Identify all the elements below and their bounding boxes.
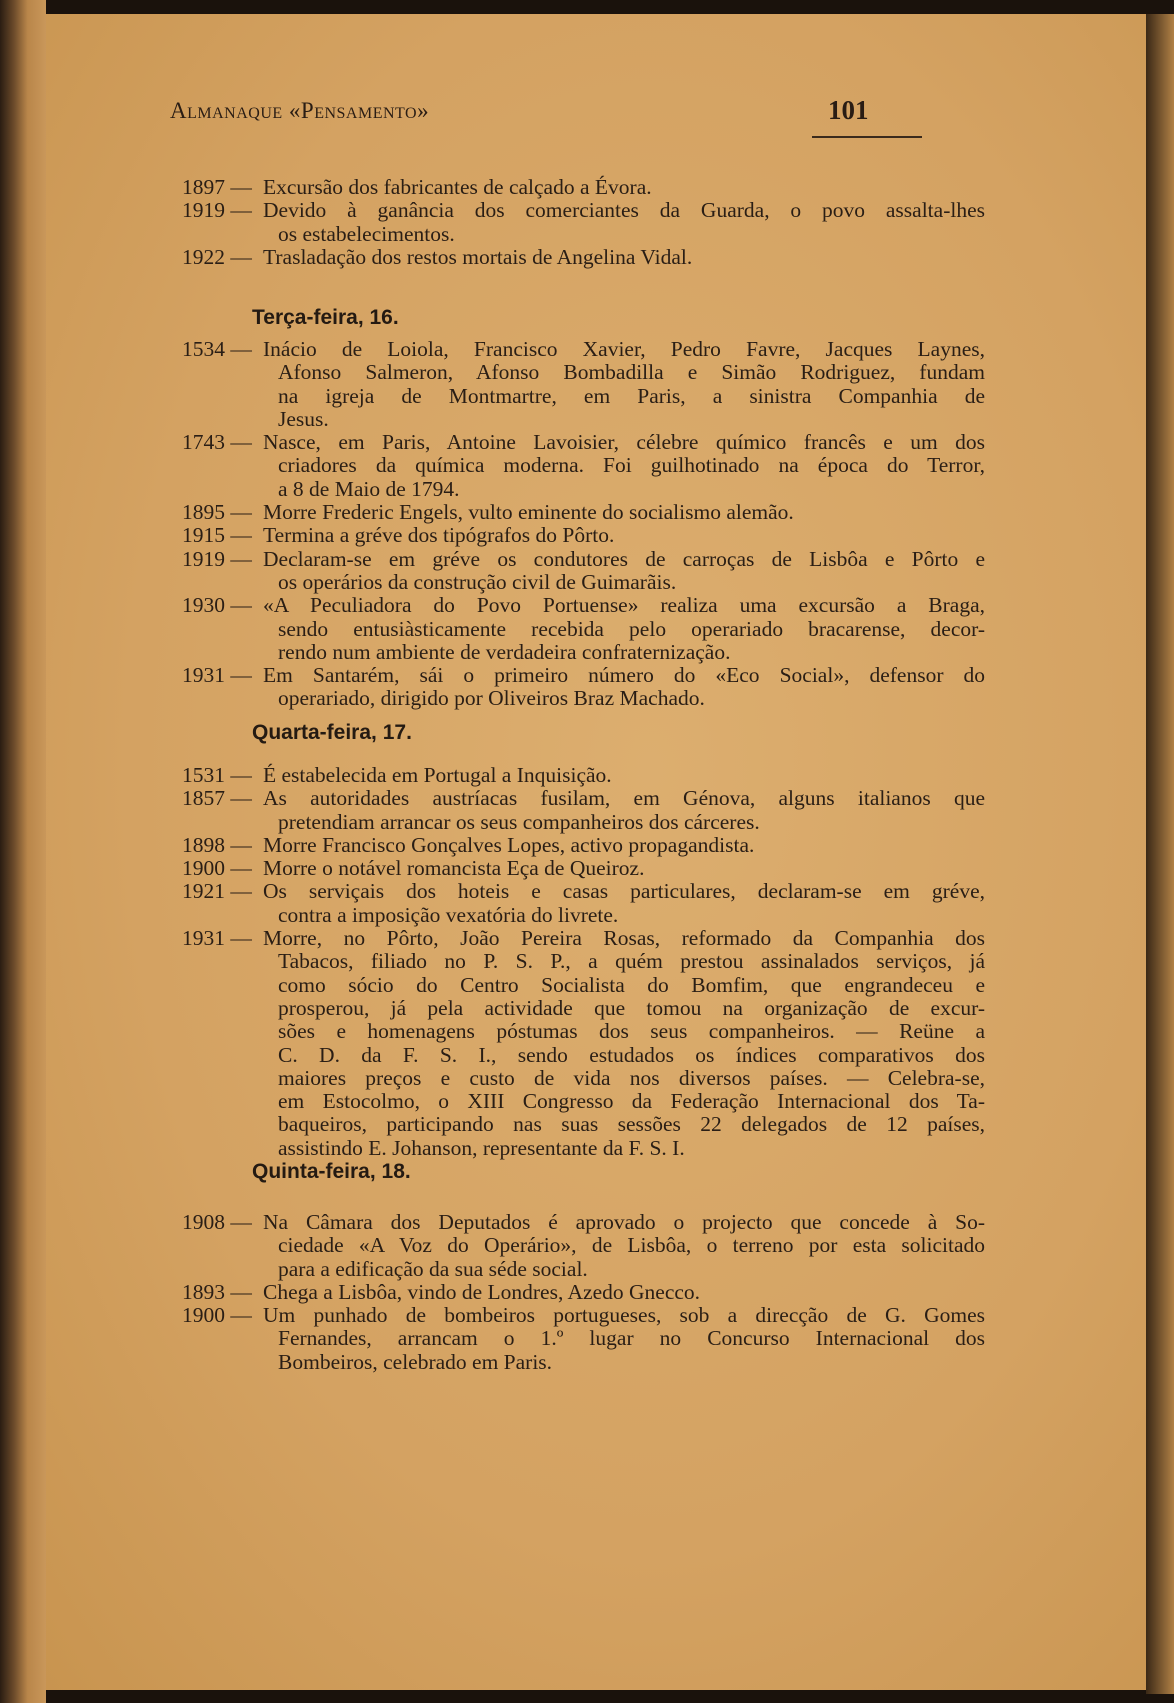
- chronology-entry: [182, 338, 985, 431]
- entry-year: 1919 —: [182, 198, 252, 223]
- entry-text-line: pretendiam arrancar os seus companheiros dos cárceres.: [278, 809, 760, 834]
- entry-text-line: sões e homenagens póstumas dos seus companheiros. — Reüne a: [278, 1019, 985, 1044]
- entry-text-line: prosperou, já pela actividade que tomou na organização de excur-: [278, 995, 985, 1020]
- entry-year: 1534 —: [182, 337, 252, 361]
- chronology-entry: [182, 880, 985, 927]
- day-heading: Quarta-feira, 17.: [252, 721, 412, 744]
- entry-text-line: ciedade «A Voz do Operário», de Lisbôa, o terreno por esta solicitado: [278, 1233, 985, 1258]
- chronology-entry: [182, 199, 985, 246]
- chronology-entry: [182, 594, 985, 664]
- chronology-entry: [182, 501, 985, 524]
- entry-year: 1908 —: [182, 1210, 252, 1234]
- day-heading: Terça-feira, 16.: [252, 306, 399, 329]
- entry-text-line: baqueiros, participando nas suas sessões 22 delegados de 12 países,: [278, 1112, 985, 1137]
- entry-year: 1931 —: [182, 926, 252, 951]
- entry-text-line: Termina a gréve dos tipógrafos do Pôrto.: [263, 523, 615, 548]
- entry-text-line: Jesus.: [278, 406, 329, 431]
- entry-text-line: Trasladação dos restos mortais de Angelina Vidal.: [263, 244, 693, 269]
- entry-text-line: para a edificação da sua séde social.: [278, 1256, 588, 1281]
- chronology-entry: [182, 1211, 985, 1281]
- entry-text-line: Inácio de Loiola, Francisco Xavier, Pedro Favre, Jacques Laynes,: [263, 337, 985, 361]
- entry-text-line: os estabelecimentos.: [278, 221, 455, 246]
- entry-year: 1897 —: [182, 175, 252, 199]
- entry-year: 1900 —: [182, 1303, 252, 1328]
- entry-year: 1531 —: [182, 763, 252, 787]
- entry-text-line: Declaram-se em gréve os condutores de carroças de Lisbôa e Pôrto e: [263, 546, 985, 571]
- entry-text-line: Morre Francisco Gonçalves Lopes, activo propagandista.: [263, 832, 755, 857]
- entry-text-line: a 8 de Maio de 1794.: [278, 476, 460, 501]
- chronology-entry: [182, 1281, 985, 1304]
- entry-list: [182, 1211, 985, 1374]
- entry-year: 1895 —: [182, 500, 252, 525]
- entry-text-line: Afonso Salmeron, Afonso Bombadilla e Simão Rodriguez, fundam: [278, 360, 985, 385]
- chronology-entry: [182, 857, 985, 880]
- entry-year: 1898 —: [182, 832, 252, 857]
- entry-year: 1919 —: [182, 546, 252, 571]
- page-number: 101: [828, 95, 869, 125]
- chronology-entry: [182, 176, 985, 199]
- entry-text-line: É estabelecida em Portugal a Inquisição.: [263, 763, 612, 787]
- entry-text-line: Morre Frederic Engels, vulto eminente do socialismo alemão.: [263, 500, 794, 525]
- entry-year: 1900 —: [182, 856, 252, 881]
- entry-text-line: Excursão dos fabricantes de calçado a Évora.: [263, 175, 652, 199]
- chronology-entry: [182, 927, 985, 1160]
- chronology-entry: [182, 664, 985, 711]
- entry-text-line: Chega a Lisbôa, vindo de Londres, Azedo Gnecco.: [263, 1279, 701, 1304]
- running-header-title: Almanaque «Pensamento»: [170, 98, 430, 123]
- entry-text-line: operariado, dirigido por Oliveiros Braz Machado.: [278, 686, 705, 711]
- entry-text-line: Tabacos, filiado no P. S. P., a quém prestou assinalados serviços, já: [278, 949, 985, 974]
- chronology-entry: [182, 834, 985, 857]
- entry-year: 1743 —: [182, 430, 252, 455]
- entry-year: 1921 —: [182, 879, 252, 904]
- chronology-entry: [182, 246, 985, 269]
- entry-text-line: Morre o notável romancista Eça de Queiroz.: [263, 856, 645, 881]
- entry-text-line: Morre, no Pôrto, João Pereira Rosas, reformado da Companhia dos: [263, 926, 985, 951]
- entry-year: 1915 —: [182, 523, 252, 548]
- entry-list: [182, 338, 985, 711]
- entry-text-line: assistindo E. Johanson, representante da F. S. I.: [278, 1135, 685, 1160]
- chronology-entry: [182, 431, 985, 501]
- entry-text-line: em Estocolmo, o XIII Congresso da Federação Internacional dos Ta-: [278, 1089, 985, 1114]
- chronology-entry: [182, 1304, 985, 1374]
- chronology-entry: [182, 548, 985, 595]
- entry-text-line: Os serviçais dos hoteis e casas particulares, declaram-se em gréve,: [263, 879, 985, 904]
- entry-text-line: Na Câmara dos Deputados é aprovado o projecto que concede à So-: [263, 1210, 985, 1234]
- entry-text-line: como sócio do Centro Socialista do Bomfim, que engrandeceu e: [278, 972, 985, 997]
- entry-text-line: contra a imposição vexatória do livrete.: [278, 902, 619, 927]
- entry-text-line: Nasce, em Paris, Antoine Lavoisier, célebre químico francês e um dos: [263, 430, 985, 455]
- entry-list: [182, 176, 985, 269]
- entry-text-line: na igreja de Montmartre, em Paris, a sinistra Companhia de: [278, 383, 985, 408]
- chronology-entry: [182, 524, 985, 547]
- entry-year: 1922 —: [182, 244, 252, 269]
- day-heading: Quinta-feira, 18.: [252, 1160, 411, 1183]
- entry-text-line: Bombeiros, celebrado em Paris.: [278, 1349, 553, 1374]
- entry-text-line: Devido à ganância dos comerciantes da Guarda, o povo assalta-lhes: [263, 198, 985, 223]
- page-right-edge: [1146, 14, 1174, 1694]
- entry-text-line: Em Santarém, sái o primeiro número do «Eco Social», defensor do: [263, 663, 985, 688]
- entry-text-line: maiores preços e custo de vida nos diversos países. — Celebra-se,: [278, 1065, 985, 1090]
- entry-text-line: «A Peculiadora do Povo Portuense» realiza uma excursão a Braga,: [263, 593, 985, 618]
- entry-list: [182, 764, 985, 1160]
- entry-year: 1893 —: [182, 1279, 252, 1304]
- entry-year: 1857 —: [182, 786, 252, 811]
- entry-text-line: criadores da química moderna. Foi guilhotinado na época do Terror,: [278, 453, 985, 478]
- entry-year: 1930 —: [182, 593, 252, 618]
- entry-text-line: Fernandes, arrancam o 1.º lugar no Concurso Internacional dos: [278, 1326, 985, 1351]
- entry-year: 1931 —: [182, 663, 252, 688]
- entry-text-line: sendo entusiàsticamente recebida pelo operariado bracarense, decor-: [278, 616, 985, 641]
- chronology-entry: [182, 764, 985, 787]
- chronology-entry: [182, 787, 985, 834]
- book-spine-edge: [0, 0, 46, 1703]
- entry-text-line: os operários da construção civil de Guimarãis.: [278, 569, 677, 594]
- entry-text-line: As autoridades austríacas fusilam, em Génova, alguns italianos que: [263, 786, 985, 811]
- entry-text-line: Um punhado de bombeiros portugueses, sob a direcção de G. Gomes: [263, 1303, 985, 1328]
- page-number-rule: [812, 136, 922, 138]
- entry-text-line: C. D. da F. S. I., sendo estudados os índices comparativos dos: [278, 1042, 985, 1067]
- entry-text-line: rendo num ambiente de verdadeira confraternização.: [278, 639, 731, 664]
